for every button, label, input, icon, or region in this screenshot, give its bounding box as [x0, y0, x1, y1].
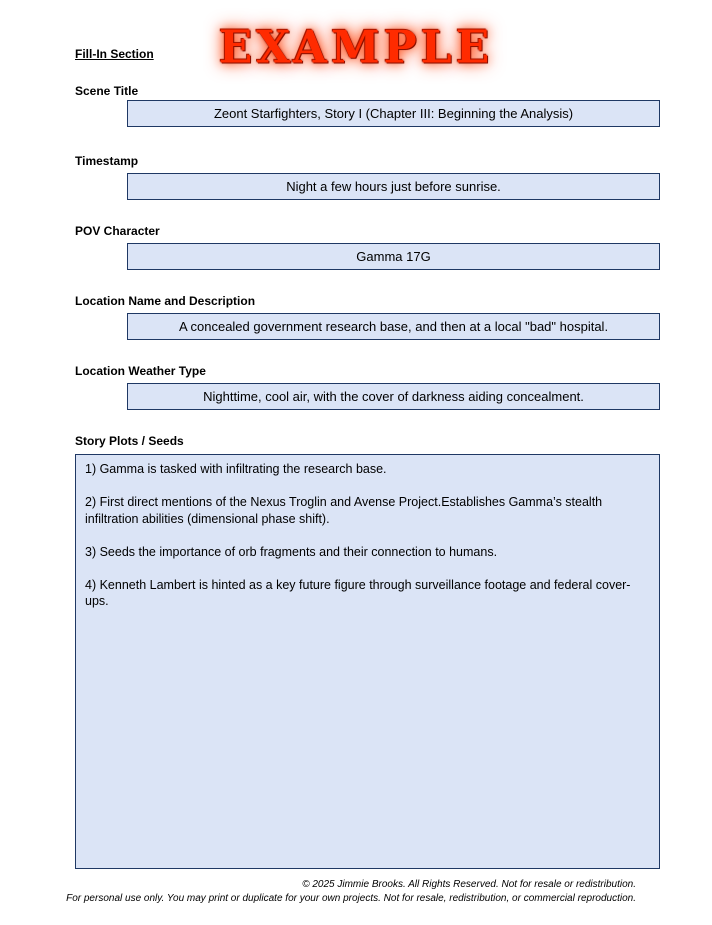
story-plots-input[interactable] — [75, 454, 660, 869]
field-input-location-name[interactable]: A concealed government research base, and then at a local "bad" hospital. — [127, 313, 660, 340]
field-label-location-name: Location Name and Description — [75, 294, 256, 308]
fill-in-section-heading: Fill-In Section — [75, 47, 154, 61]
example-watermark: EXAMPLE — [218, 21, 494, 74]
footer-usage-line: For personal use only. You may print or duplicate for your own projects. Not for resale, redistribution, or commercial reproduction. — [66, 893, 636, 904]
footer-copyright-line: © 2025 Jimmie Brooks. All Rights Reserved. Not for resale or redistribution. — [302, 879, 636, 890]
story-plot-item-4: 4) Kenneth Lambert is hinted as a key future figure through surveillance footage and federal cover-ups. — [85, 578, 631, 609]
field-input-timestamp[interactable]: Night a few hours just before sunrise. — [127, 173, 660, 200]
footer — [66, 878, 636, 906]
field-label-story-plots: Story Plots / Seeds — [75, 434, 184, 448]
field-label-scene-title: Scene Title — [75, 84, 139, 98]
field-input-scene-title[interactable]: Zeont Starfighters, Story I (Chapter III: Beginning the Analysis) — [127, 100, 660, 127]
field-label-timestamp: Timestamp — [75, 154, 139, 168]
field-input-location-weather[interactable]: Nighttime, cool air, with the cover of darkness aiding concealment. — [127, 383, 660, 410]
field-label-pov-character: POV Character — [75, 224, 160, 238]
field-label-location-weather: Location Weather Type — [75, 364, 206, 378]
story-plot-item-2: 2) First direct mentions of the Nexus Troglin and Avense Project.Establishes Gamma’s stealth infiltration abilities (dimensional phase shift). — [85, 495, 603, 526]
field-input-pov-character[interactable]: Gamma 17G — [127, 243, 660, 270]
story-plot-item-3: 3) Seeds the importance of orb fragments and their connection to humans. — [85, 544, 498, 559]
story-plot-item-1: 1) Gamma is tasked with infiltrating the research base. — [85, 462, 387, 476]
